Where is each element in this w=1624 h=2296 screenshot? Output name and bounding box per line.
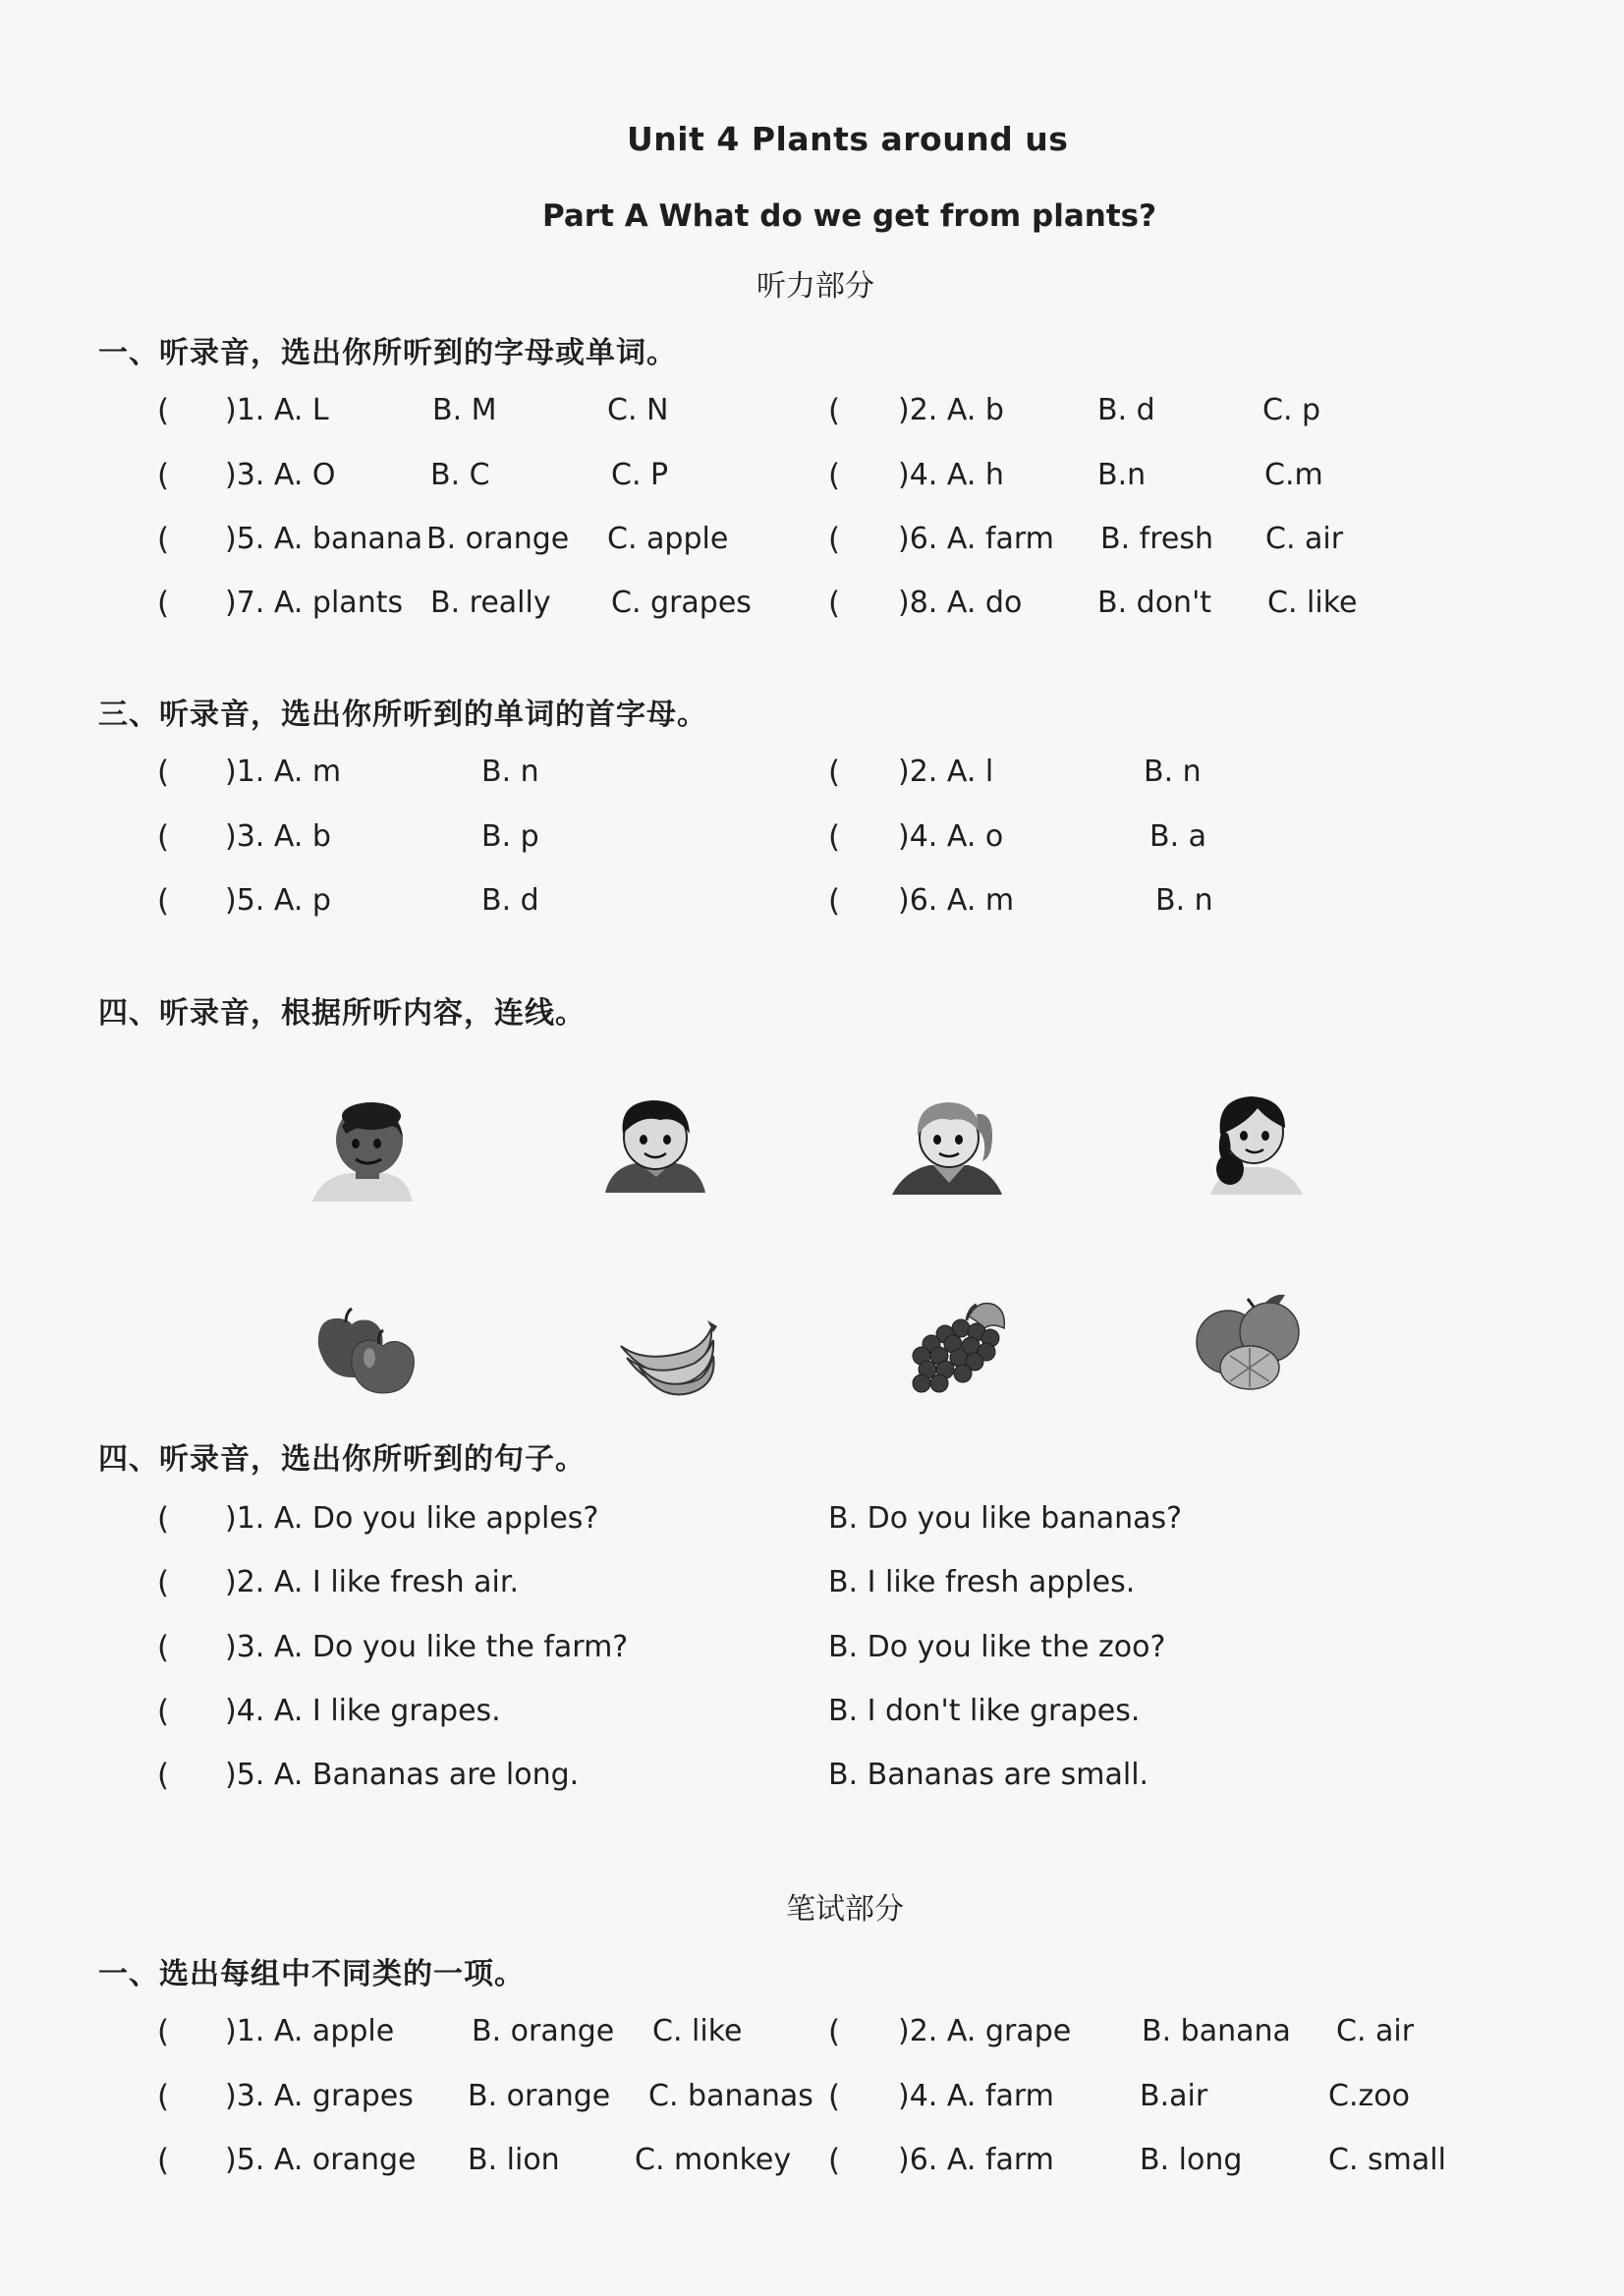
answer-bracket[interactable]: ( — [828, 458, 841, 493]
sentence-4-b: B. I don't like grapes. — [828, 1694, 1141, 1728]
question-2: )2. A. l — [898, 755, 994, 789]
page-subtitle: Part A What do we get from plants? — [542, 198, 1157, 234]
option-c: C. p — [1262, 393, 1321, 427]
answer-bracket[interactable]: ( — [157, 1694, 170, 1729]
option-b: B. don't — [1097, 586, 1212, 620]
sentence-3-a: )3. A. Do you like the farm? — [225, 1630, 629, 1664]
option-c: C. like — [1267, 586, 1358, 620]
option-b: B.n — [1097, 458, 1147, 492]
sentence-3-b: B. Do you like the zoo? — [828, 1630, 1166, 1664]
question-3: )3. A. O — [225, 458, 336, 492]
option-c: C. grapes — [611, 586, 752, 620]
boy-icon[interactable] — [601, 1094, 709, 1193]
answer-bracket[interactable]: ( — [157, 1565, 170, 1600]
answer-bracket[interactable]: ( — [157, 1758, 170, 1793]
option-b: B. n — [1155, 883, 1213, 918]
section-3-heading: 三、听录音，选出你所听到的单词的首字母。 — [98, 698, 707, 732]
question-4: )4. A. h — [898, 458, 1004, 492]
answer-bracket[interactable]: ( — [828, 522, 841, 557]
option-b: B. orange — [426, 522, 570, 556]
option-b: B. n — [1144, 755, 1202, 789]
question-6: )6. A. m — [898, 883, 1015, 918]
option-b: B. orange — [472, 2014, 615, 2048]
option-b: B. orange — [468, 2079, 611, 2113]
option-c: C. like — [652, 2014, 743, 2048]
question-3: )3. A. grapes — [225, 2079, 414, 2113]
question-1: )1. A. apple — [225, 2014, 395, 2048]
section-4-sentence-heading: 四、听录音，选出你所听到的句子。 — [98, 1442, 586, 1477]
answer-bracket[interactable]: ( — [157, 755, 170, 790]
option-b: B. really — [430, 586, 551, 620]
answer-bracket[interactable]: ( — [828, 393, 841, 428]
question-2: )2. A. b — [898, 393, 1004, 427]
question-5: )5. A. orange — [225, 2143, 417, 2177]
option-c: C. small — [1328, 2143, 1446, 2177]
section-1-heading: 一、听录音，选出你所听到的字母或单词。 — [98, 336, 677, 370]
answer-bracket[interactable]: ( — [828, 755, 841, 790]
sentence-1-b: B. Do you like bananas? — [828, 1501, 1183, 1536]
option-c: C. bananas — [648, 2079, 813, 2113]
answer-bracket[interactable]: ( — [828, 2143, 841, 2178]
answer-bracket[interactable]: ( — [157, 586, 170, 621]
option-c: C. air — [1265, 522, 1344, 556]
question-3: )3. A. b — [225, 819, 331, 854]
option-b: B. long — [1140, 2143, 1243, 2177]
option-b: B. fresh — [1100, 522, 1213, 556]
question-1: )1. A. L — [225, 393, 329, 427]
option-b: B. d — [1097, 393, 1155, 427]
answer-bracket[interactable]: ( — [157, 393, 170, 428]
sentence-2-a: )2. A. I like fresh air. — [225, 1565, 519, 1599]
option-b: B. a — [1149, 819, 1207, 854]
section-4-match-heading: 四、听录音，根据所听内容，连线。 — [98, 996, 586, 1031]
option-b: B. d — [481, 883, 539, 918]
sentence-5-b: B. Bananas are small. — [828, 1758, 1149, 1792]
answer-bracket[interactable]: ( — [828, 2014, 841, 2049]
option-c: C. air — [1336, 2014, 1415, 2048]
option-c: C. apple — [607, 522, 729, 556]
question-4: )4. A. o — [898, 819, 1004, 854]
question-6: )6. A. farm — [898, 522, 1054, 556]
question-6: )6. A. farm — [898, 2143, 1054, 2177]
option-c: C. N — [607, 393, 669, 427]
option-b: B. M — [432, 393, 497, 427]
sentence-4-a: )4. A. I like grapes. — [225, 1694, 501, 1728]
question-8: )8. A. do — [898, 586, 1023, 620]
oranges-icon[interactable] — [1189, 1291, 1307, 1393]
option-c: C. P — [611, 458, 669, 492]
answer-bracket[interactable]: ( — [828, 586, 841, 621]
grapes-icon[interactable] — [908, 1299, 1016, 1397]
writing-section-1-heading: 一、选出每组中不同类的一项。 — [98, 1957, 525, 1991]
listening-part-title: 听力部分 — [756, 269, 874, 304]
girl-dark-hair-icon[interactable] — [1193, 1091, 1311, 1195]
answer-bracket[interactable]: ( — [157, 458, 170, 493]
answer-bracket[interactable]: ( — [157, 522, 170, 557]
question-1: )1. A. m — [225, 755, 342, 789]
question-2: )2. A. grape — [898, 2014, 1072, 2048]
sentence-2-b: B. I like fresh apples. — [828, 1565, 1136, 1599]
sentence-1-a: )1. A. Do you like apples? — [225, 1501, 599, 1536]
girl-pigtail-icon[interactable] — [890, 1092, 1008, 1195]
writing-part-title: 笔试部分 — [786, 1892, 904, 1927]
option-c: C.m — [1264, 458, 1323, 492]
option-c: C.zoo — [1328, 2079, 1410, 2113]
answer-bracket[interactable]: ( — [157, 819, 170, 855]
option-b: B. lion — [468, 2143, 560, 2177]
question-7: )7. A. plants — [225, 586, 404, 620]
option-b: B.air — [1140, 2079, 1208, 2113]
answer-bracket[interactable]: ( — [157, 2014, 170, 2049]
option-c: C. monkey — [635, 2143, 792, 2177]
answer-bracket[interactable]: ( — [157, 883, 170, 919]
answer-bracket[interactable]: ( — [157, 2079, 170, 2114]
bananas-icon[interactable] — [615, 1307, 723, 1395]
answer-bracket[interactable]: ( — [157, 2143, 170, 2178]
answer-bracket[interactable]: ( — [157, 1630, 170, 1665]
page-title: Unit 4 Plants around us — [627, 120, 1069, 158]
answer-bracket[interactable]: ( — [828, 883, 841, 919]
option-b: B. banana — [1142, 2014, 1291, 2048]
option-b: B. C — [430, 458, 490, 492]
question-5: )5. A. banana — [225, 522, 423, 556]
apples-icon[interactable] — [312, 1307, 420, 1395]
option-b: B. p — [481, 819, 539, 854]
sentence-5-a: )5. A. Bananas are long. — [225, 1758, 580, 1792]
answer-bracket[interactable]: ( — [828, 819, 841, 855]
boy-dark-icon[interactable] — [312, 1098, 430, 1202]
answer-bracket[interactable]: ( — [828, 2079, 841, 2114]
question-4: )4. A. farm — [898, 2079, 1054, 2113]
question-5: )5. A. p — [225, 883, 331, 918]
option-b: B. n — [481, 755, 539, 789]
answer-bracket[interactable]: ( — [157, 1501, 170, 1537]
